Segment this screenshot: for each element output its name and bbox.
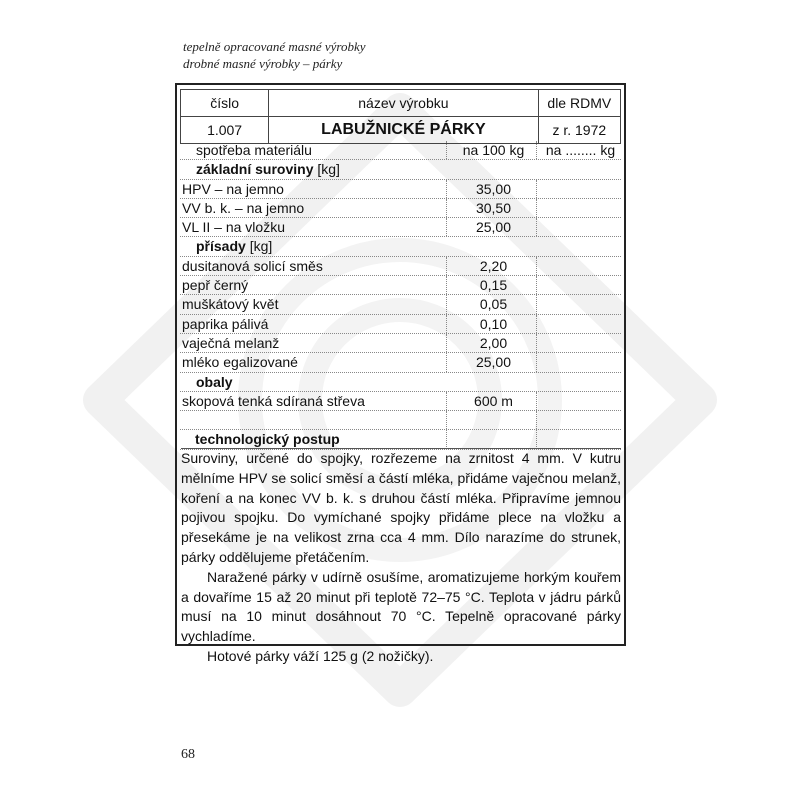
material-row [180,180,621,199]
material-name: muškátový květ [182,296,279,313]
header-number-label: číslo [181,90,269,117]
section-title [196,237,272,255]
recipe-card [175,83,626,664]
consumption-header-row [180,141,621,160]
material-value: 0,05 [479,296,508,313]
section-header-row [180,373,621,392]
header-source-label: dle RDMV [538,90,620,117]
source-year: z r. 1972 [538,117,620,144]
procedure-paragraph: Suroviny, určené do spojky, rozřezeme na zrnitost 4 mm. V kutru mělníme HPV se solicí směsí a částí mléka, přidáme vaječnou melanž, koření a na konec VV b. k. s druhou částí mléka. Připravíme jemnou pojivou spojku. Do vymíchané spojky přidáme plece na vložku a přesekáme je na velikost zrna cca 4 mm. Dílo narazíme do strunek, párky oddělujeme přetáčením. [181,450,621,565]
header-table [180,89,621,144]
section-title-text: základní suroviny [196,161,314,178]
procedure-paragraph: Hotové párky váží 125 g (2 nožičky). [207,647,434,664]
material-name: VV b. k. – na jemno [182,199,305,216]
material-row [180,295,621,314]
material-name: dusitanová solicí směs [182,257,323,274]
material-name: paprika pálivá [182,315,269,332]
section-title [196,373,233,391]
header-name-label: název výrobku [269,90,538,117]
section-unit: [kg] [249,238,273,255]
material-name: VL II – na vložku [182,219,285,236]
section-header-row [180,160,621,179]
material-value: 2,20 [479,257,508,274]
section-title-text: obaly [196,373,233,390]
running-head-line1: tepelně opracované masné výrobky [183,39,366,54]
material-value: 600 m [474,392,513,409]
material-row [180,334,621,353]
material-value: 0,15 [479,277,508,294]
material-row [180,392,621,411]
material-value: 35,00 [475,180,512,197]
section-header-row [180,237,621,256]
material-row [180,257,621,276]
section-unit: [kg] [317,161,340,178]
material-row [180,353,621,372]
consumption-label: spotřeba materiálu [196,142,312,158]
material-name: pepř černý [182,277,249,294]
material-value: 2,00 [479,334,508,351]
materials-table [180,141,621,450]
empty-row [180,411,621,430]
material-name: HPV – na jemno [182,180,284,197]
running-head-line2: drobné masné výrobky – párky [183,56,343,71]
procedure-title: technologický postup [181,430,621,449]
per-100-label: na 100 kg [462,142,525,158]
section-title [196,160,340,178]
material-row [180,199,621,218]
material-value: 30,50 [475,199,512,216]
material-value: 25,00 [475,354,512,371]
material-row [180,276,621,295]
material-row [180,218,621,237]
material-row [180,315,621,334]
material-name: mléko egalizované [182,354,298,371]
running-head [183,38,366,72]
per-custom-label: na ........ kg [545,142,616,158]
material-name: vaječná melanž [182,334,280,351]
material-name: skopová tenká sdíraná střeva [182,392,365,409]
page-number: 68 [181,747,195,762]
product-number: 1.007 [181,117,269,144]
product-name: LABUŽNICKÉ PÁRKY [269,117,538,144]
section-title-text: přísady [196,238,246,255]
material-value: 0,10 [479,315,508,332]
procedure-section [181,430,621,667]
material-value: 25,00 [475,219,512,236]
procedure-paragraph: Naražené párky v udírně osušíme, aromatizujeme horkým kouřem a dovaříme 15 až 20 minut při teplotě 72–75 °C. Teplota v jádru párků musí na 10 minut dosáhnout 70 °C. Tepelně opracované párky vychladíme. [181,568,621,645]
